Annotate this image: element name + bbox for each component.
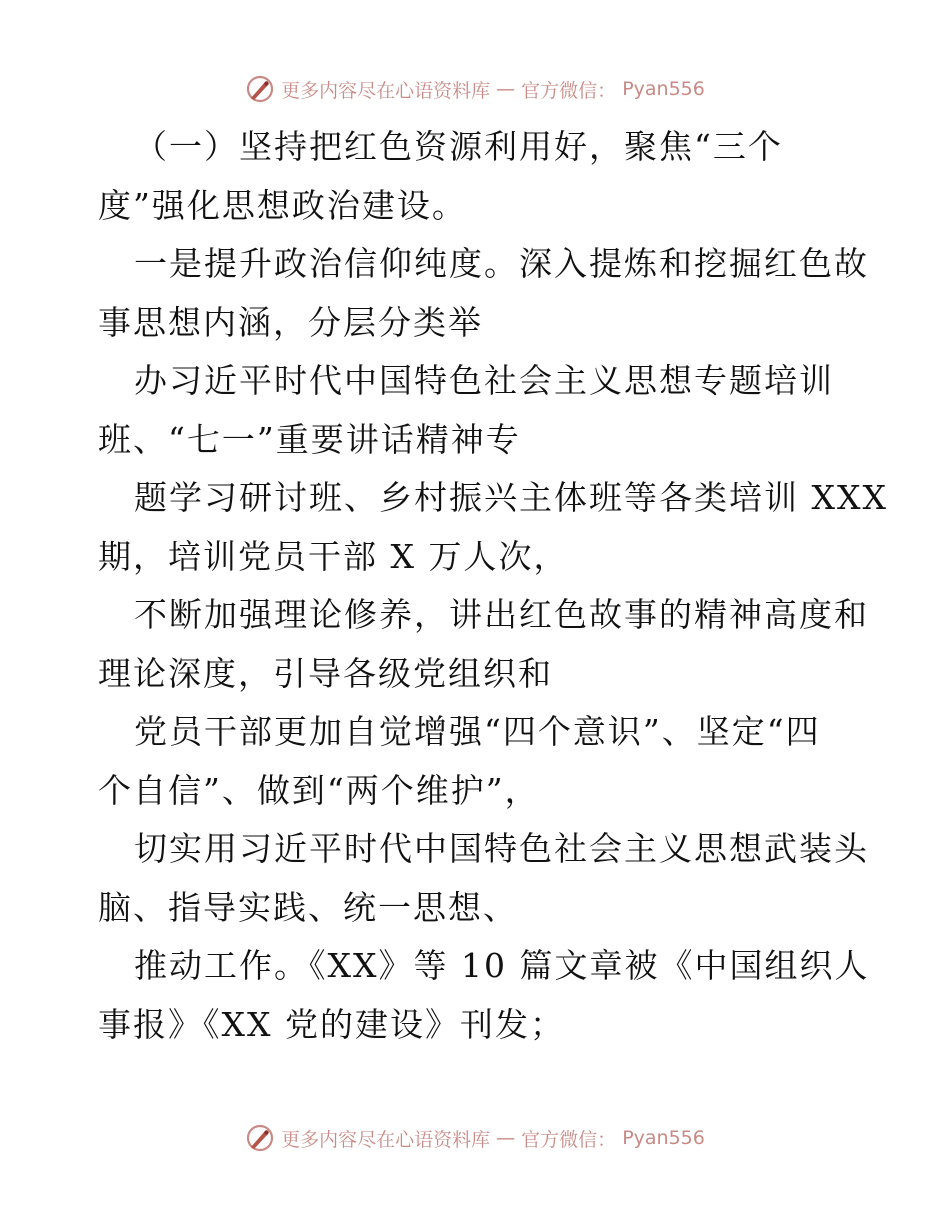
text-line: 期，培训党员干部 X 万人次， [98, 536, 569, 576]
text-line: 切实用习近平时代中国特色社会主义思想武装头 [134, 829, 869, 868]
watermark-main-text: 更多内容尽在心语资料库 [281, 79, 491, 102]
text-line: 脑、指导实践、统一思想、 [98, 887, 518, 927]
text-line: 班、“七一”重要讲话精神专 [98, 419, 521, 459]
text-line: 党员干部更加自觉增强“四个意识”、坚定“四 [134, 712, 821, 751]
pen-logo-icon [245, 1123, 275, 1153]
watermark-dash: — [496, 78, 516, 100]
watermark-label: 官方微信： [521, 79, 617, 102]
document-body [98, 118, 888, 1054]
pen-logo-icon [245, 74, 275, 104]
watermark-label: 官方微信： [521, 1128, 617, 1151]
footer-watermark [0, 1123, 950, 1153]
text-line: 不断加强理论修养，讲出红色故事的精神高度和 [134, 595, 869, 634]
text-line: 题学习研讨班、乡村振兴主体班等各类培训 XXX [134, 478, 888, 517]
text-line: 度”强化思想政治建设。 [98, 185, 467, 225]
text-line: 一是提升政治信仰纯度。深入提炼和挖掘红色故 [134, 244, 869, 283]
text-line: 事思想内涵，分层分类举 [98, 302, 483, 342]
text-line: （一）坚持把红色资源利用好，聚焦“三个 [134, 127, 783, 166]
text-line: 办习近平时代中国特色社会主义思想专题培训 [134, 361, 834, 400]
header-watermark [0, 74, 950, 104]
text-line: 推动工作。《XX》等 10 篇文章被《中国组织人 [134, 946, 870, 985]
watermark-id: Pyan556 [622, 78, 705, 100]
watermark-main-text: 更多内容尽在心语资料库 [281, 1128, 491, 1151]
text-line: 理论深度，引导各级党组织和 [98, 653, 553, 693]
text-line: 事报》《XX 党的建设》刊发； [98, 1004, 565, 1044]
watermark-id: Pyan556 [622, 1127, 705, 1149]
text-line: 个自信”、做到“两个维护”， [98, 770, 540, 810]
watermark-dash: — [496, 1127, 516, 1149]
